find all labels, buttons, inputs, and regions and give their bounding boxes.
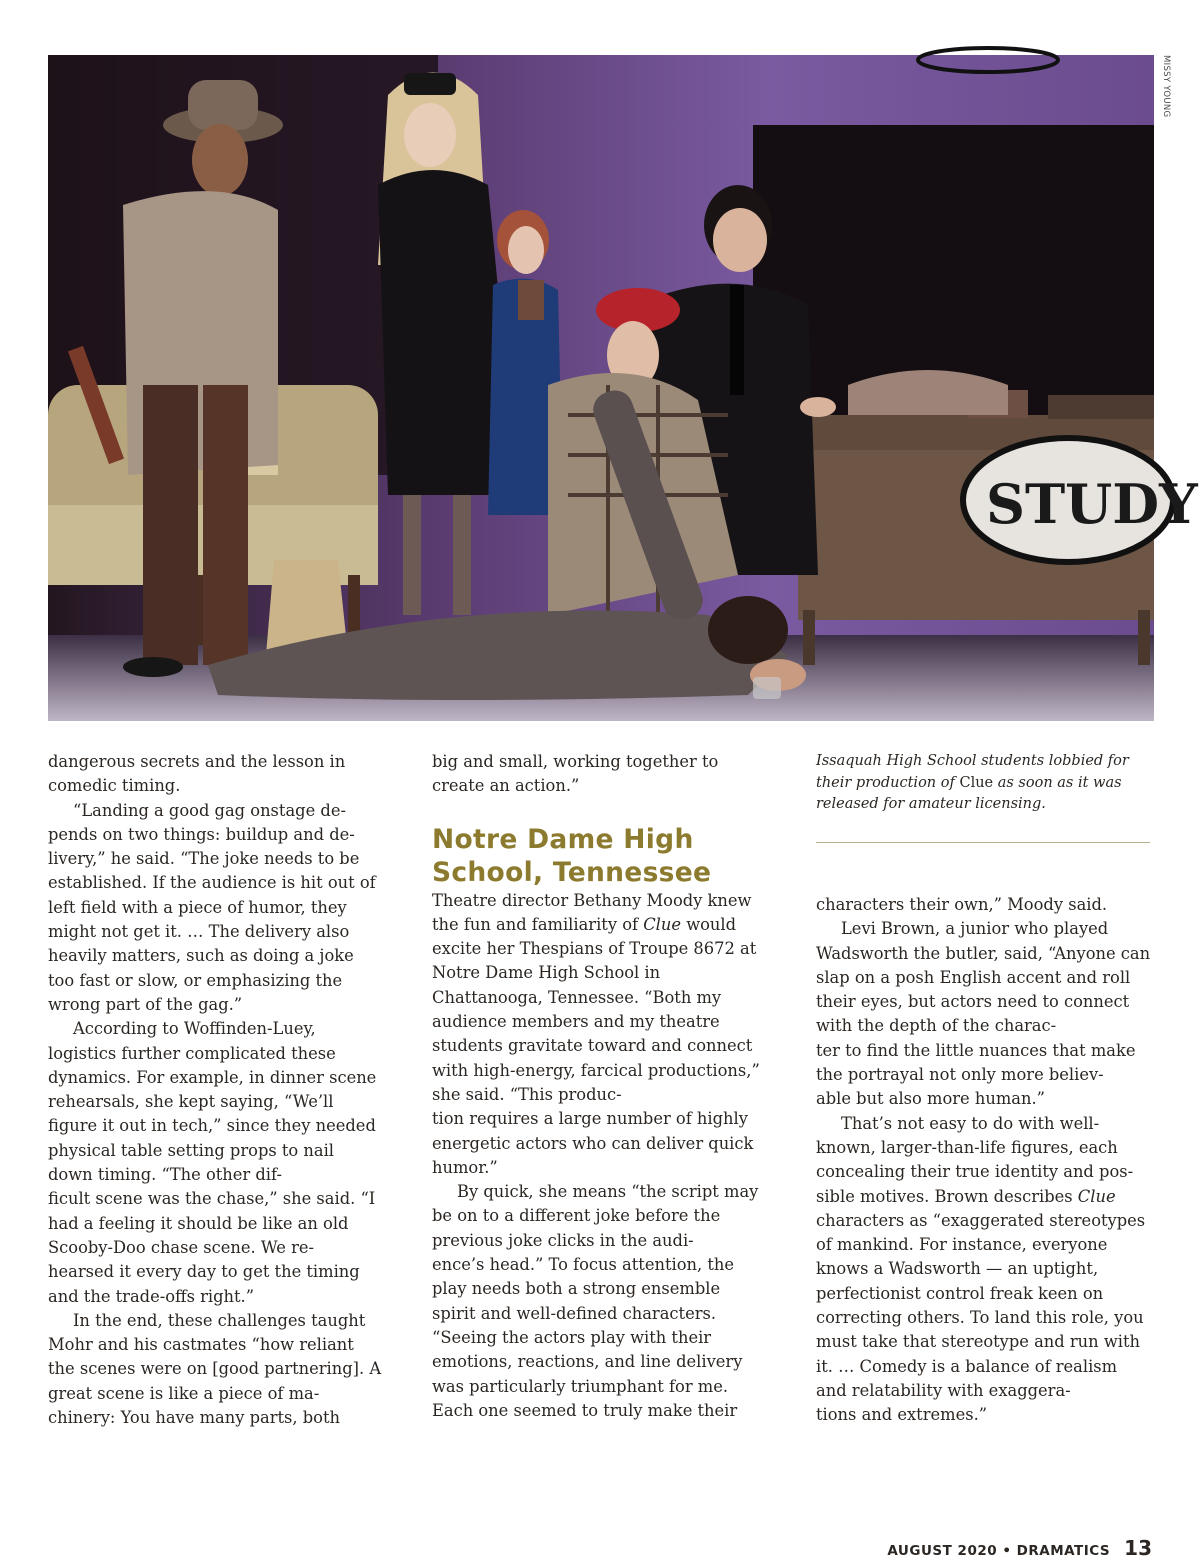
section-heading: Notre Dame High School, Tennessee: [432, 823, 712, 888]
paragraph-text: would excite her Thespians of Troupe 8672 at Notre Dame High School in Chattanooga, Tennessee. “Both my audience members and my theatre students gravitate toward and connect with high-energy, farcical productions,” she said. “This produc- tion requires a large number of highly energetic actors who can deliver quick humor.”: [432, 914, 760, 1177]
article-column-2: [432, 750, 767, 1423]
paragraph: dangerous secrets and the lesson in comedic timing.: [48, 752, 346, 796]
caption-divider: [816, 842, 1150, 843]
paragraph: By quick, she means “the script may be on to a different joke before the previous joke clicks in the audi- ence’s head.” To focus attention, the play needs both a strong ensemble spirit and well-defined characters. “Seeing the actors play with their emotions, reactions, and line delivery was particularly triumphant for me. Each one seemed to truly make their: [432, 1182, 759, 1420]
issue-label: AUGUST 2020 • DRAMATICS: [887, 1543, 1111, 1559]
study-sign: STUDY: [986, 472, 1198, 536]
article-column-3: [816, 893, 1152, 1428]
paragraph: “Landing a good gag onstage de- pends on two things: buildup and de- livery,” he said. “The joke needs to be established. If the audience is hit out of left field with a piece of humor, they might not get it. … The delivery also heavily matters, such as doing a joke too fast or slow, or emphasizing the wrong part of the gag.”: [48, 800, 376, 1014]
paragraph: In the end, these challenges taught Mohr and his castmates “how reliant the scenes were on [good partnering]. A great scene is like a piece of ma- chinery: You have many parts, both: [48, 1310, 382, 1428]
article-column-1: [48, 750, 383, 1430]
caption-play-title: Clue: [959, 774, 994, 791]
paragraph: [432, 889, 767, 1181]
paragraph: [816, 1112, 1152, 1428]
play-title: Clue: [1077, 1186, 1116, 1206]
play-title: Clue: [643, 914, 682, 934]
paragraph: characters their own,” Moody said.: [816, 895, 1108, 914]
caption-text-end: as soon as it was released for amateur licensing.: [816, 774, 1122, 812]
page-number: 13: [1124, 1536, 1152, 1560]
photo-credit: MISSY YOUNG: [1161, 55, 1171, 118]
paragraph: According to Woffinden-Luey, logistics further complicated these dynamics. For example, in dinner scene rehearsals, she kept saying, “We’ll figure it out in tech,” since they needed physical table setting props to nail down timing. “The other dif- ficult scene was the chase,” she said. “I had a feeling it should be like an old Scooby-Doo chase scene. We re- hearsed it every day to get the timing and the trade-offs right.”: [48, 1019, 377, 1306]
page-footer: [887, 1536, 1152, 1560]
paragraph-text: Theatre director Bethany Moody knew the fun and familiarity of: [432, 890, 752, 934]
photo-caption: [816, 751, 1152, 816]
caption-text-start: Issaquah High School students lobbied for their production of: [816, 753, 1129, 791]
paragraph: Levi Brown, a junior who played Wadsworth the butler, said, “Anyone can slap on a posh English accent and roll their eyes, but actors need to connect with the depth of the charac- ter to find the little nuances that make the portrayal not only more believ- able but also more human.”: [816, 919, 1151, 1109]
paragraph: big and small, working together to create an action.”: [432, 752, 719, 796]
paragraph-text: characters as “exaggerated stereotypes of mankind. For instance, everyone knows a Wadsworth — an uptight, perfectionist control freak keen on correcting others. To land this role, you must take that stereotype and run with it. … Comedy is a balance of realism and relatability with exaggera- tions and extremes.”: [816, 1210, 1146, 1425]
paragraph-text: That’s not easy to do with well- known, larger-than-life figures, each concealing their true identity and pos- sible motives. Brown describes: [816, 1113, 1134, 1206]
